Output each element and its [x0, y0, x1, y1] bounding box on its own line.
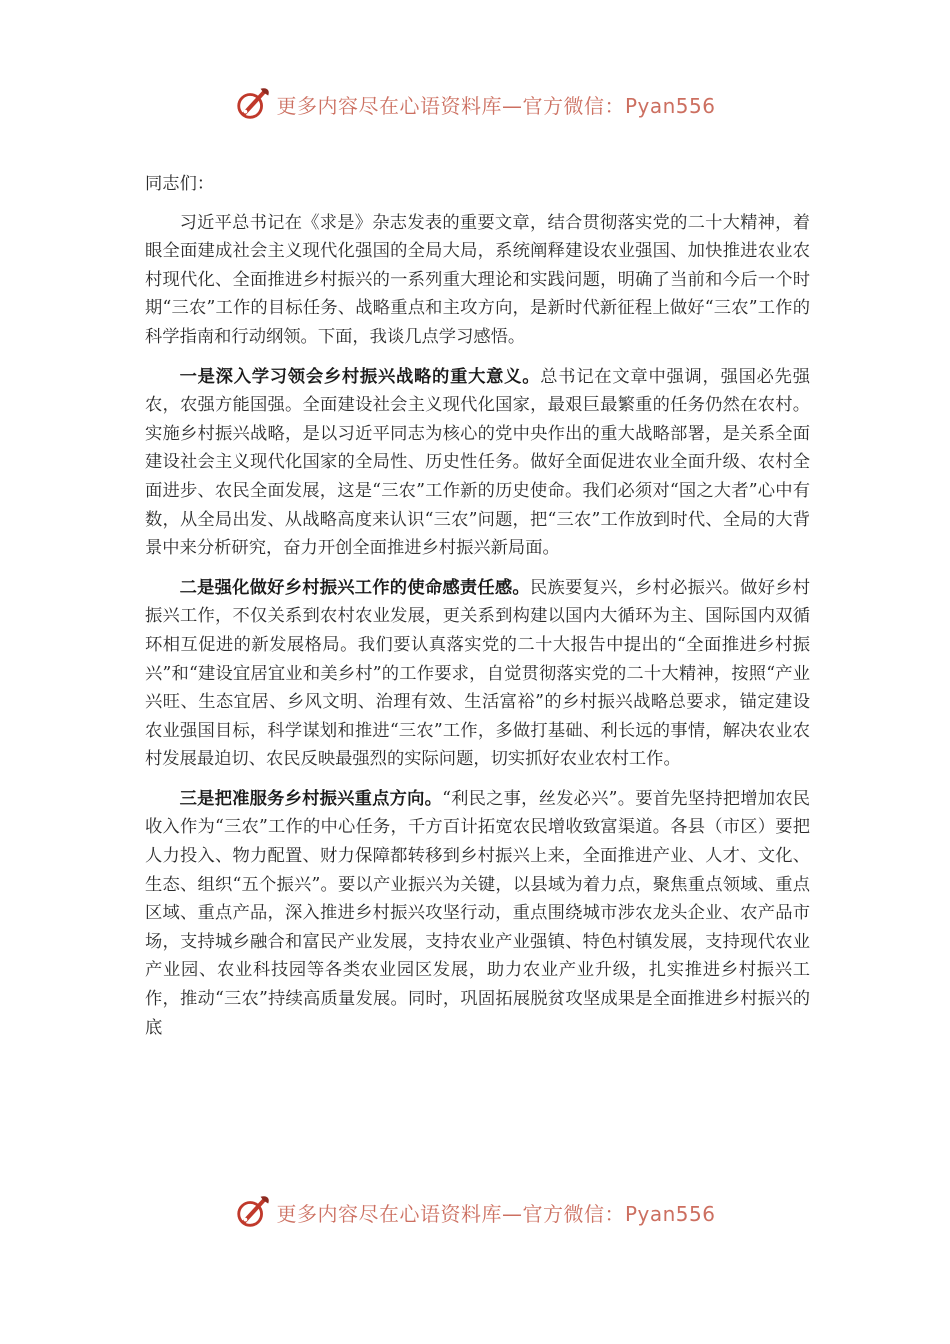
paragraph-point-two [145, 574, 810, 774]
footer-banner-text: 更多内容尽在心语资料库—官方微信：Pyan556 [276, 1201, 716, 1226]
paragraph-point-one [145, 363, 810, 563]
paragraph-point-three [145, 785, 810, 1042]
paragraph-lead: 一是深入学习领会乡村振兴战略的重大意义。 [179, 366, 541, 387]
quill-pen-logo-icon [234, 85, 272, 123]
salutation: 同志们： [145, 174, 215, 194]
paragraph-intro [145, 209, 810, 352]
paragraph-lead: 三是把准服务乡村振兴重点方向。 [179, 788, 443, 809]
header-banner-text: 更多内容尽在心语资料库—官方微信：Pyan556 [276, 93, 716, 118]
paragraph-body: 习近平总书记在《求是》杂志发表的重要文章，结合贯彻落实党的二十大精神，着眼全面建成社会主义现代化强国的全局大局，系统阐释建设农业强国、加快推进农业农村现代化、全面推进乡村振兴的一系列重大理论和实践问题，明确了当前和今后一个时期“三农”工作的目标任务、战略重点和主攻方向，是新时代新征程上做好“三农”工作的科学指南和行动纲领。下面，我谈几点学习感悟。 [145, 212, 810, 347]
header-banner [0, 82, 950, 126]
paragraph-body: “利民之事，丝发必兴”。要首先坚持把增加农民收入作为“三农”工作的中心任务，千方百计拓宽农民增收致富渠道。各县（市区）要把人力投入、物力配置、财力保障都转移到乡村振兴上来，全面推进产业、人才、文化、生态、组织“五个振兴”。要以产业振兴为关键，以县域为着力点，聚焦重点领域、重点区域、重点产品，深入推进乡村振兴攻坚行动，重点围绕城市涉农龙头企业、农产品市场，支持城乡融合和富民产业发展，支持农业产业强镇、特色村镇发展，支持现代农业产业园、农业科技园等各类农业园区发展，助力农业产业升级，扎实推进乡村振兴工作，推动“三农”持续高质量发展。同时，巩固拓展脱贫攻坚成果是全面推进乡村振兴的底 [145, 788, 810, 1038]
paragraph-body: 民族要复兴，乡村必振兴。做好乡村振兴工作，不仅关系到农村农业发展，更关系到构建以国内大循环为主、国际国内双循环相互促进的新发展格局。我们要认真落实党的二十大报告中提出的“全面推进乡村振兴”和“建设宜居宜业和美乡村”的工作要求，自觉贯彻落实党的二十大精神，按照“产业兴旺、生态宜居、乡风文明、治理有效、生活富裕”的乡村振兴战略总要求，锚定建设农业强国目标，科学谋划和推进“三农”工作，多做打基础、利长远的事情，解决农业农村发展最迫切、农民反映最强烈的实际问题，切实抓好农业农村工作。 [145, 577, 810, 770]
quill-pen-logo-icon [234, 1193, 272, 1231]
document-body [145, 170, 810, 1053]
paragraph-body: 总书记在文章中强调，强国必先强农，农强方能国强。全面建设社会主义现代化国家，最艰巨最繁重的任务仍然在农村。实施乡村振兴战略，是以习近平同志为核心的党中央作出的重大战略部署，是关系全面建设社会主义现代化国家的全局性、历史性任务。做好全面促进农业全面升级、农村全面进步、农民全面发展，这是“三农”工作新的历史使命。我们必须对“国之大者”心中有数，从全局出发、从战略高度来认识“三农”问题，把“三农”工作放到时代、全局的大背景中来分析研究，奋力开创全面推进乡村振兴新局面。 [145, 366, 810, 559]
paragraph-lead: 二是强化做好乡村振兴工作的使命感责任感。 [179, 577, 530, 598]
footer-banner [0, 1190, 950, 1234]
